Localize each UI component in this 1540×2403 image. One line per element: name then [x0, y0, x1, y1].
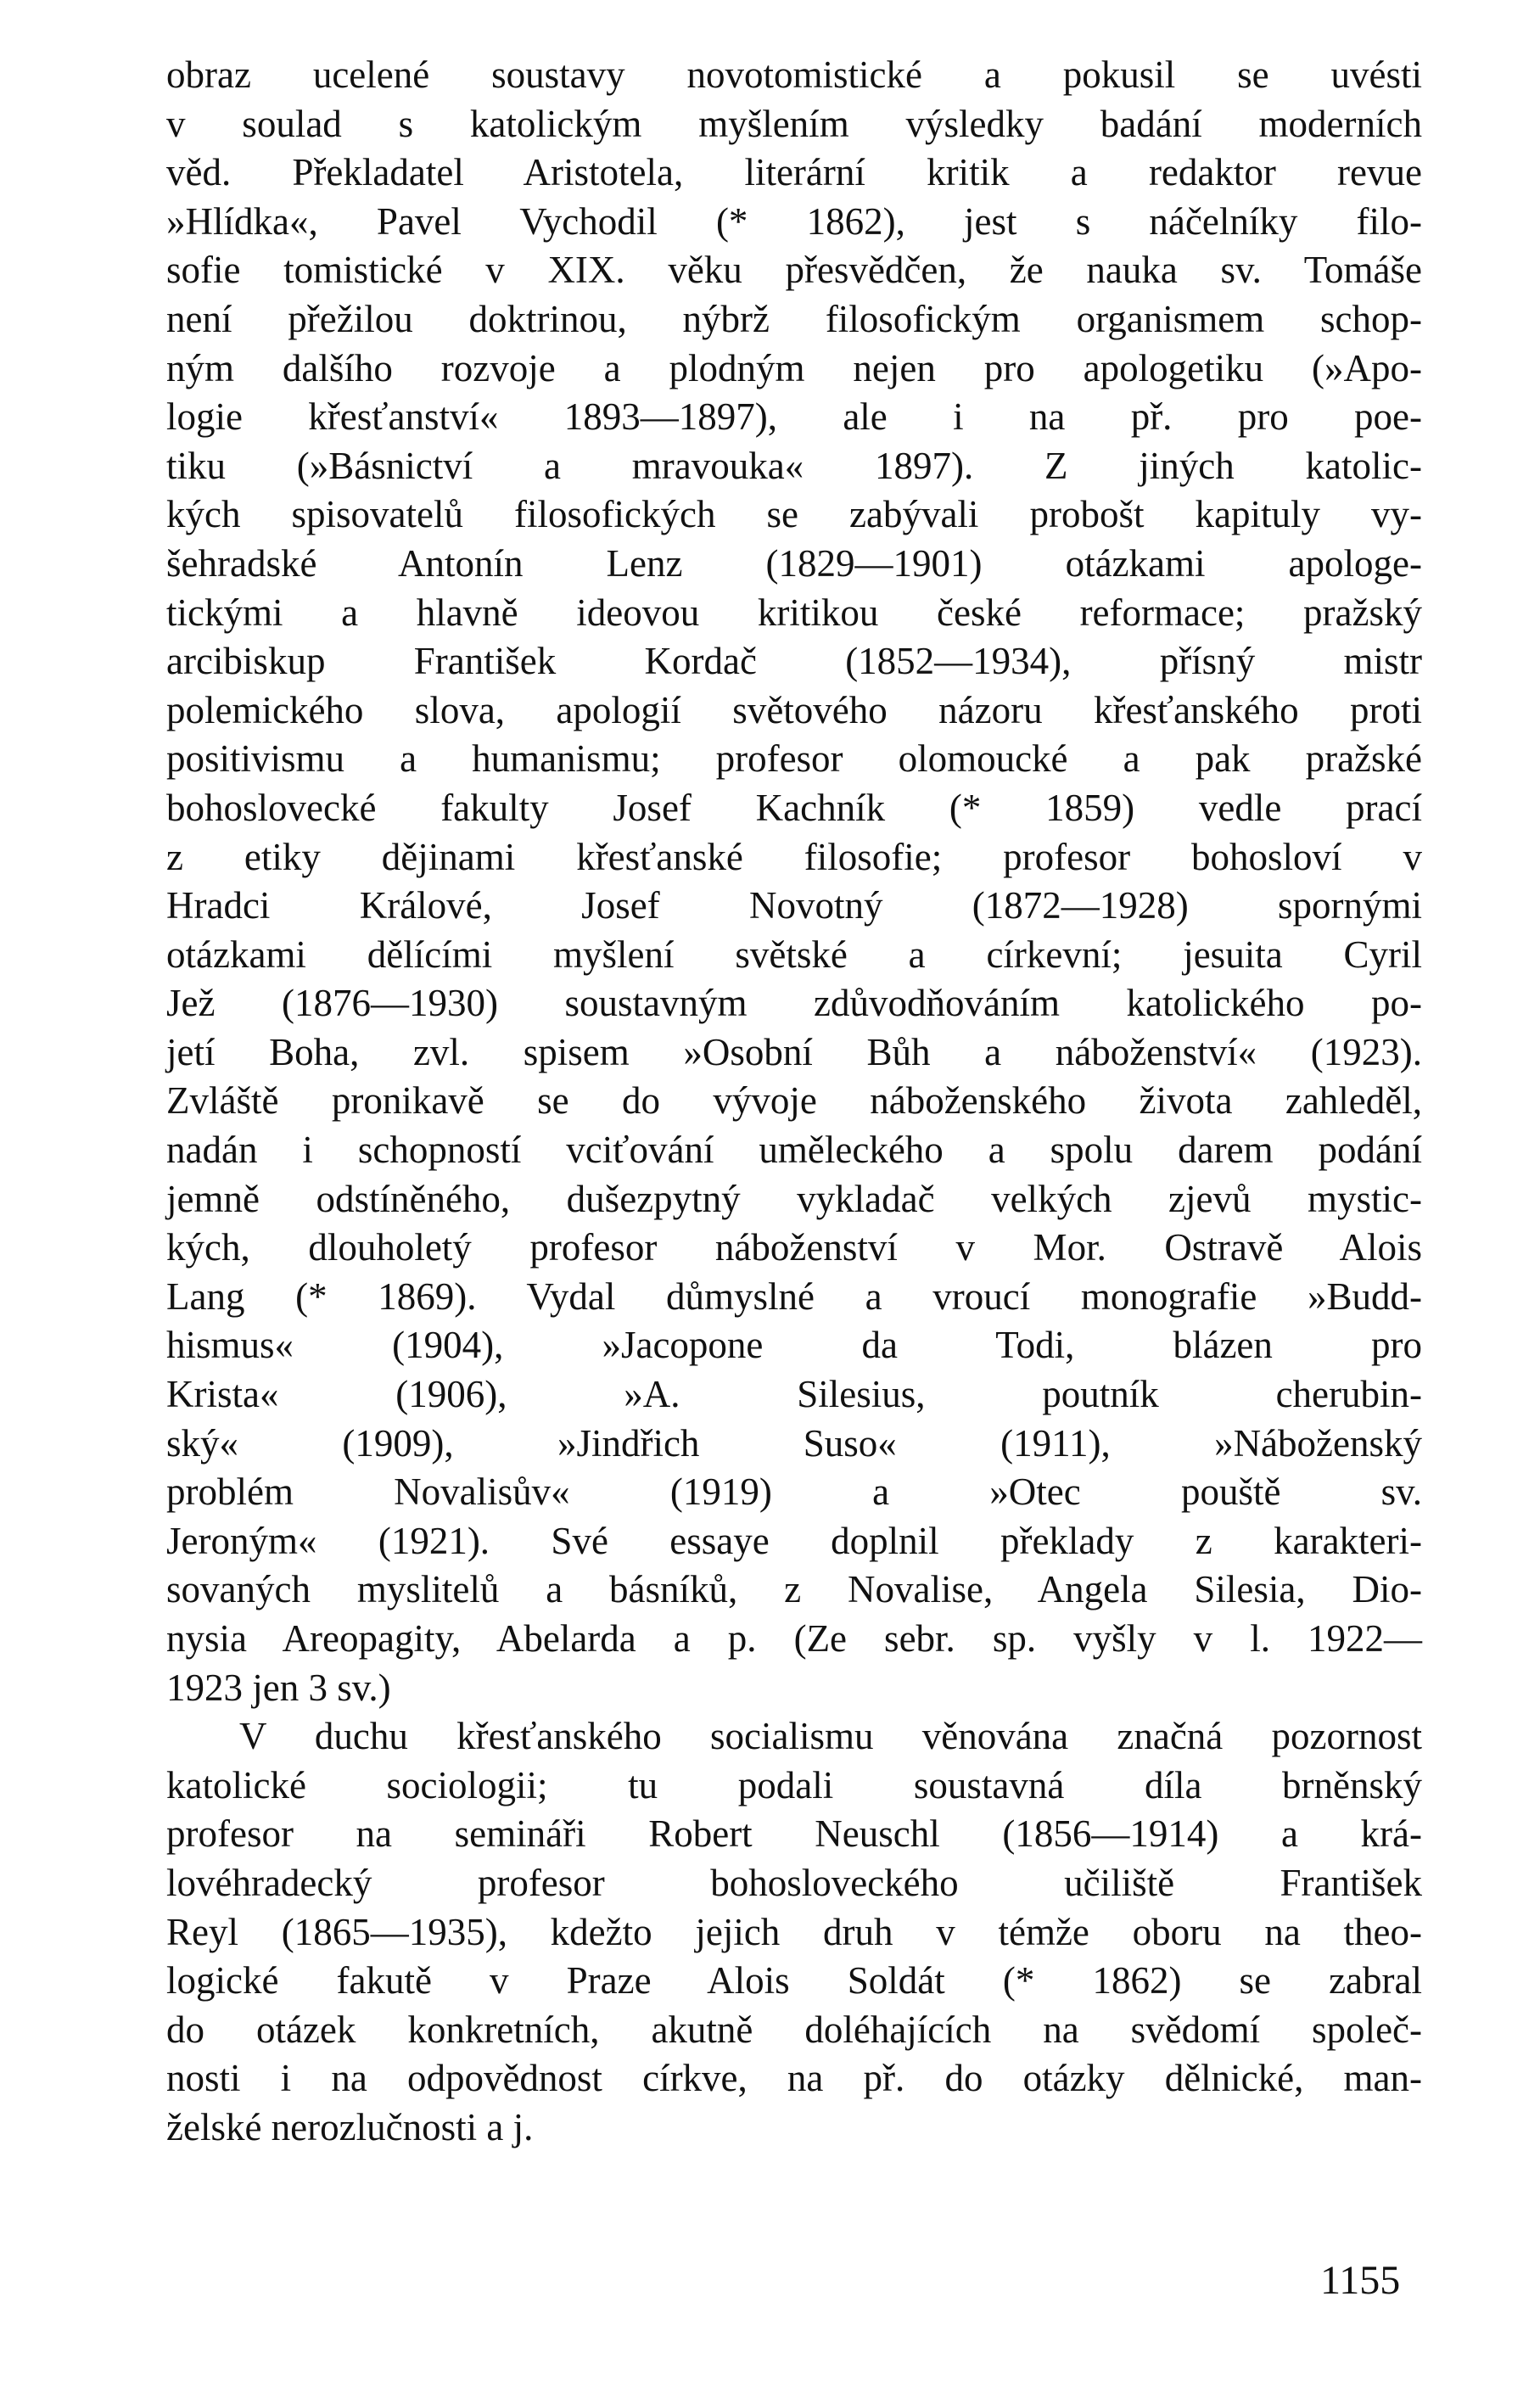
text-block [166, 51, 1422, 2153]
text-line: do otázek konkretních, akutně doléhajících na svědomí společ- [166, 2008, 1422, 2051]
text-line: Zvláště pronikavě se do vývoje náboženského života zahleděl, [166, 1079, 1422, 1123]
text-line: tickými a hlavně ideovou kritikou české reformace; pražský [166, 591, 1422, 634]
text-line: z etiky dějinami křesťanské filosofie; profesor bohosloví v [166, 835, 1422, 878]
text-line: problém Novalisův« (1919) a »Otec pouště sv. [166, 1470, 1422, 1514]
document-page [166, 51, 1422, 2153]
text-line: ský« (1909), »Jindřich Suso« (1911), »Náboženský [166, 1421, 1422, 1465]
text-line: tiku (»Básnictví a mravouka« 1897). Z jiných katolic- [166, 444, 1422, 487]
text-line: Jeroným« (1921). Své essaye doplnil překlady z karakteri- [166, 1519, 1422, 1562]
text-line: nadán i schopností vciťování uměleckého a spolu darem podání [166, 1129, 1422, 1172]
text-line: věd. Překladatel Aristotela, literární kritik a redaktor revue [166, 151, 1422, 194]
text-line: bohoslovecké fakulty Josef Kachník (* 1859) vedle prací [166, 786, 1422, 829]
text-line: sovaných myslitelů a básníků, z Novalise, Angela Silesia, Dio- [166, 1568, 1422, 1611]
text-line: není přežilou doktrinou, nýbrž filosofickým organismem schop- [166, 297, 1422, 340]
text-line: hismus« (1904), »Jacopone da Todi, blázen pro [166, 1324, 1422, 1367]
text-line: positivismu a humanismu; profesor olomoucké a pak pražské [166, 737, 1422, 781]
text-line: sofie tomistické v XIX. věku přesvědčen, že nauka sv. Tomáše [166, 249, 1422, 292]
text-line: nysia Areopagity, Abelarda a p. (Ze sebr. sp. vyšly v l. 1922— [166, 1617, 1422, 1660]
text-line: v soulad s katolickým myšlením výsledky badání moderních [166, 102, 1422, 145]
text-line: Jež (1876—1930) soustavným zdůvodňováním katolického po- [166, 982, 1422, 1025]
text-line: jetí Boha, zvl. spisem »Osobní Bůh a náboženství« (1923). [166, 1030, 1422, 1073]
text-line: Lang (* 1869). Vydal důmyslné a vroucí monografie »Budd- [166, 1274, 1422, 1318]
text-line: kých, dlouholetý profesor náboženství v Mor. Ostravě Alois [166, 1226, 1422, 1269]
text-line: katolické sociologii; tu podali soustavná díla brněnský [166, 1763, 1422, 1806]
text-line: logické fakutě v Praze Alois Soldát (* 1862) se zabral [166, 1959, 1422, 2002]
text-line: Hradci Králové, Josef Novotný (1872—1928) spornými [166, 884, 1422, 927]
text-line: želské nerozlučnosti a j. [166, 2105, 534, 2148]
text-line: lovéhradecký profesor bohosloveckého učiliště František [166, 1861, 1422, 1904]
text-line: arcibiskup František Kordač (1852—1934), přísný mistr [166, 640, 1422, 683]
text-line: šehradské Antonín Lenz (1829—1901) otázkami apologe- [166, 541, 1422, 585]
text-line: V duchu křesťanského socialismu věnována značná pozornost [239, 1715, 1422, 1758]
text-line: 1923 jen 3 sv.) [166, 1666, 391, 1709]
text-line: »Hlídka«, Pavel Vychodil (* 1862), jest s náčelníky filo- [166, 199, 1422, 243]
text-line: Reyl (1865—1935), kdežto jejich druh v témže oboru na theo- [166, 1910, 1422, 1953]
page-number: 1155 [1320, 2258, 1401, 2303]
text-line: obraz ucelené soustavy novotomistické a pokusil se uvésti [166, 53, 1422, 96]
text-line: polemického slova, apologií světového názoru křesťanského proti [166, 688, 1422, 731]
text-line: ným dalšího rozvoje a plodným nejen pro apologetiku (»Apo- [166, 346, 1422, 389]
text-line: kých spisovatelů filosofických se zabývali probošt kapituly vy- [166, 493, 1422, 536]
text-line: jemně odstíněného, dušezpytný vykladač velkých zjevů mystic- [166, 1177, 1422, 1220]
text-line: profesor na semináři Robert Neuschl (1856—1914) a krá- [166, 1812, 1422, 1856]
text-line: otázkami dělícími myšlení světské a církevní; jesuita Cyril [166, 933, 1422, 976]
text-line: logie křesťanství« 1893—1897), ale i na př. pro poe- [166, 395, 1422, 439]
text-line: nosti i na odpovědnost církve, na př. do otázky dělnické, man- [166, 2057, 1422, 2100]
text-line: Krista« (1906), »A. Silesius, poutník cherubin- [166, 1373, 1422, 1416]
